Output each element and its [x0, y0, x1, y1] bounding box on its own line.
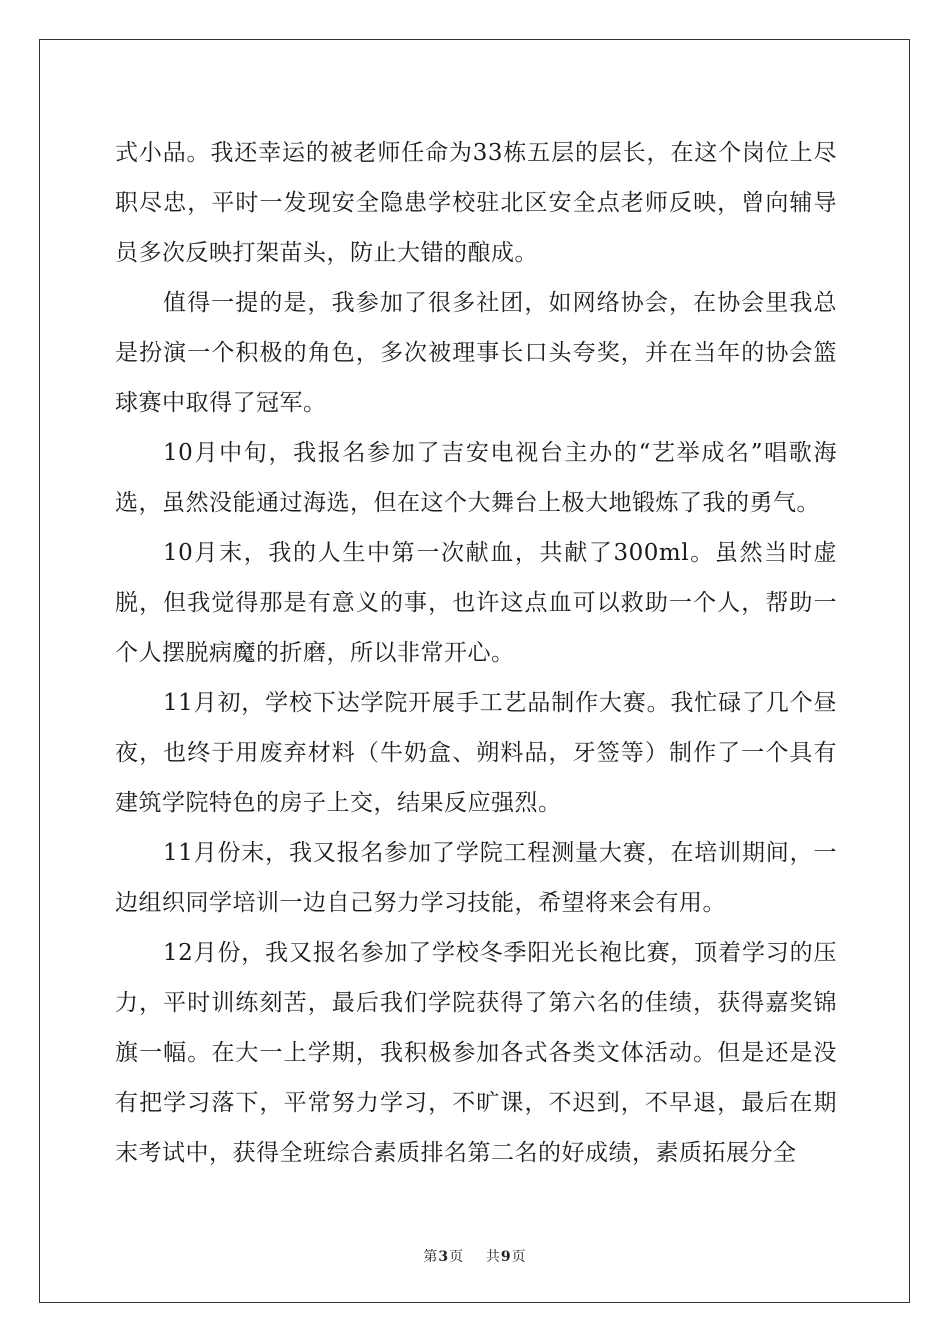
page-prefix: 第 — [423, 1249, 439, 1265]
paragraph: 11月份末，我又报名参加了学院工程测量大赛，在培训期间，一边组织同学培训一边自己努力学习技能，希望将来会有用。 — [115, 840, 837, 916]
page-suffix: 页 — [449, 1249, 465, 1265]
paragraph: 12月份，我又报名参加了学校冬季阳光长袍比赛，顶着学习的压力，平时训练刻苦，最后我们学院获得了第六名的佳绩，获得嘉奖锦旗一幅。在大一上学期，我积极参加各式各类文体活动。但是还是没有把学习落下，平常努力学习，不旷课，不迟到，不早退，最后在期末考试中，获得全班综合素质排名第二名的好成绩，素质拓展分全 — [115, 940, 837, 1166]
paragraph: 10月末，我的人生中第一次献血，共献了300ml。虽然当时虚脱，但我觉得那是有意义的事，也许这点血可以救助一个人，帮助一个人摆脱病魔的折磨，所以非常开心。 — [115, 540, 837, 666]
page-number-footer — [0, 1246, 950, 1266]
total-suffix: 页 — [511, 1249, 527, 1265]
current-page-number: 3 — [438, 1249, 450, 1265]
paragraph: 式小品。我还幸运的被老师任命为33栋五层的层长，在这个岗位上尽职尽忠，平时一发现安全隐患学校驻北区安全点老师反映，曾向辅导员多次反映打架苗头，防止大错的酿成。 — [115, 140, 837, 266]
document-body — [115, 128, 837, 1178]
total-prefix: 共 — [485, 1249, 501, 1265]
paragraph: 10月中旬，我报名参加了吉安电视台主办的“艺举成名”唱歌海选，虽然没能通过海选，但在这个大舞台上极大地锻炼了我的勇气。 — [115, 440, 837, 516]
paragraph: 值得一提的是，我参加了很多社团，如网络协会，在协会里我总是扮演一个积极的角色，多次被理事长口头夸奖，并在当年的协会篮球赛中取得了冠军。 — [115, 290, 837, 416]
paragraph: 11月初，学校下达学院开展手工艺品制作大赛。我忙碌了几个昼夜，也终于用废弃材料（牛奶盒、朔料品，牙签等）制作了一个具有建筑学院特色的房子上交，结果反应强烈。 — [115, 690, 837, 816]
total-page-number: 9 — [500, 1249, 512, 1265]
